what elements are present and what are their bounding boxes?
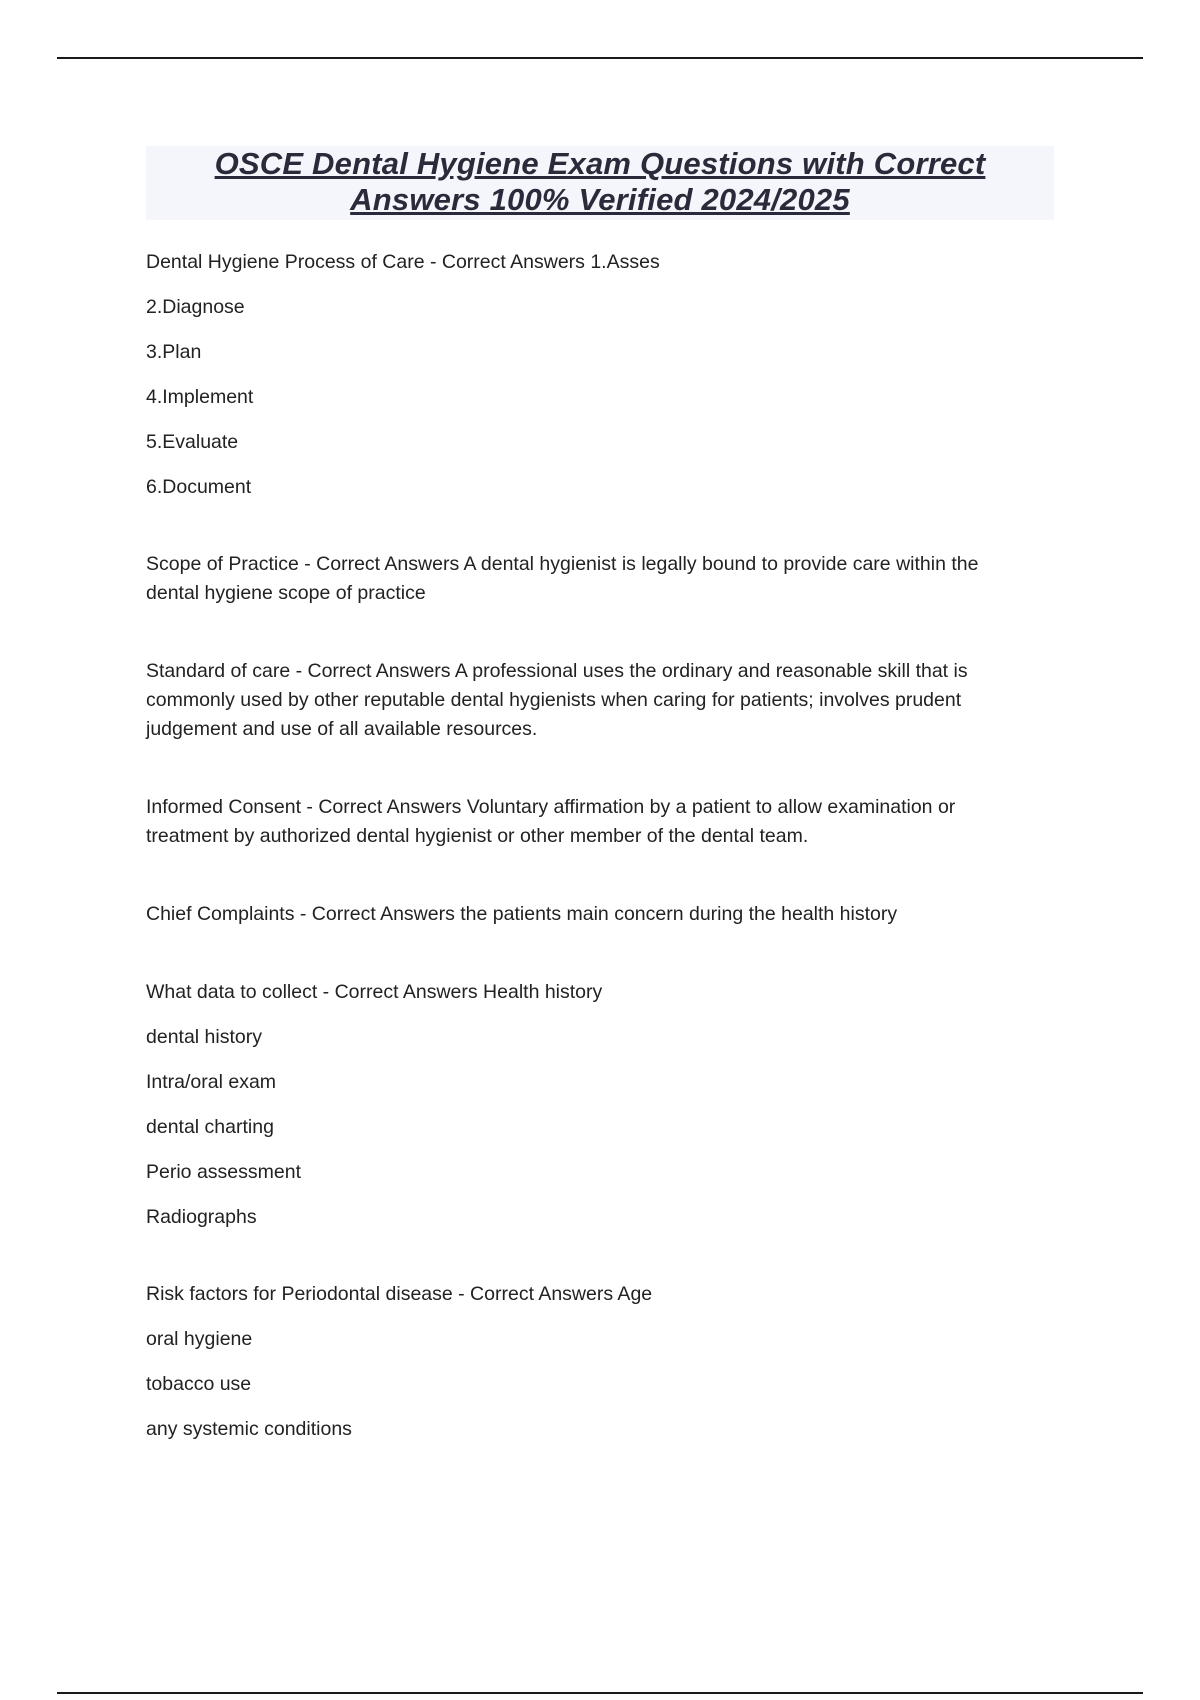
qa-line: Radiographs: [146, 1206, 257, 1228]
qa-line: 4.Implement: [146, 386, 254, 408]
qa-entry-informed-consent: [146, 793, 1026, 851]
qa-paragraph: Informed Consent - Correct Answers Voluntary affirmation by a patient to allow examination or treatment by authorized dental hygienist or other member of the dental team.: [146, 796, 956, 847]
qa-line: 6.Document: [146, 476, 252, 498]
header-rule: [57, 57, 1143, 59]
qa-line: Intra/oral exam: [146, 1071, 277, 1093]
qa-line: dental charting: [146, 1116, 274, 1138]
document-title: [146, 146, 1054, 218]
qa-line: Risk factors for Periodontal disease - Correct Answers Age: [146, 1283, 653, 1305]
qa-entry-scope-of-practice: [146, 550, 1026, 608]
qa-entry-process-of-care: [146, 248, 1026, 501]
qa-entry-data-to-collect: [146, 978, 1026, 1231]
qa-line: dental history: [146, 1026, 262, 1048]
qa-paragraph: Standard of care - Correct Answers A professional uses the ordinary and reasonable skill that is commonly used by other reputable dental hygienists when caring for patients; involves prudent judgement and use of all available resources.: [146, 660, 968, 740]
qa-line: 2.Diagnose: [146, 296, 245, 318]
qa-line: Perio assessment: [146, 1161, 301, 1183]
qa-line: oral hygiene: [146, 1328, 253, 1350]
qa-paragraph: Chief Complaints - Correct Answers the patients main concern during the health history: [146, 903, 898, 925]
qa-line: 5.Evaluate: [146, 431, 239, 453]
title-banner: [146, 146, 1054, 220]
document-title-line-1: OSCE Dental Hygiene Exam Questions with Correct: [214, 146, 986, 181]
qa-paragraph: Scope of Practice - Correct Answers A dental hygienist is legally bound to provide care within the dental hygiene scope of practice: [146, 553, 979, 604]
qa-entry-standard-of-care: [146, 657, 1026, 744]
footer-rule: [57, 1692, 1143, 1694]
document-title-line-2: Answers 100% Verified 2024/2025: [350, 182, 850, 217]
qa-line: Dental Hygiene Process of Care - Correct Answers 1.Asses: [146, 251, 660, 273]
qa-entry-chief-complaints: [146, 900, 1026, 929]
qa-line: 3.Plan: [146, 341, 202, 363]
qa-content: [146, 248, 1026, 1443]
qa-entry-risk-factors: [146, 1280, 1026, 1443]
qa-line: tobacco use: [146, 1373, 252, 1395]
qa-line: any systemic conditions: [146, 1418, 352, 1440]
qa-line: What data to collect - Correct Answers Health history: [146, 981, 603, 1003]
